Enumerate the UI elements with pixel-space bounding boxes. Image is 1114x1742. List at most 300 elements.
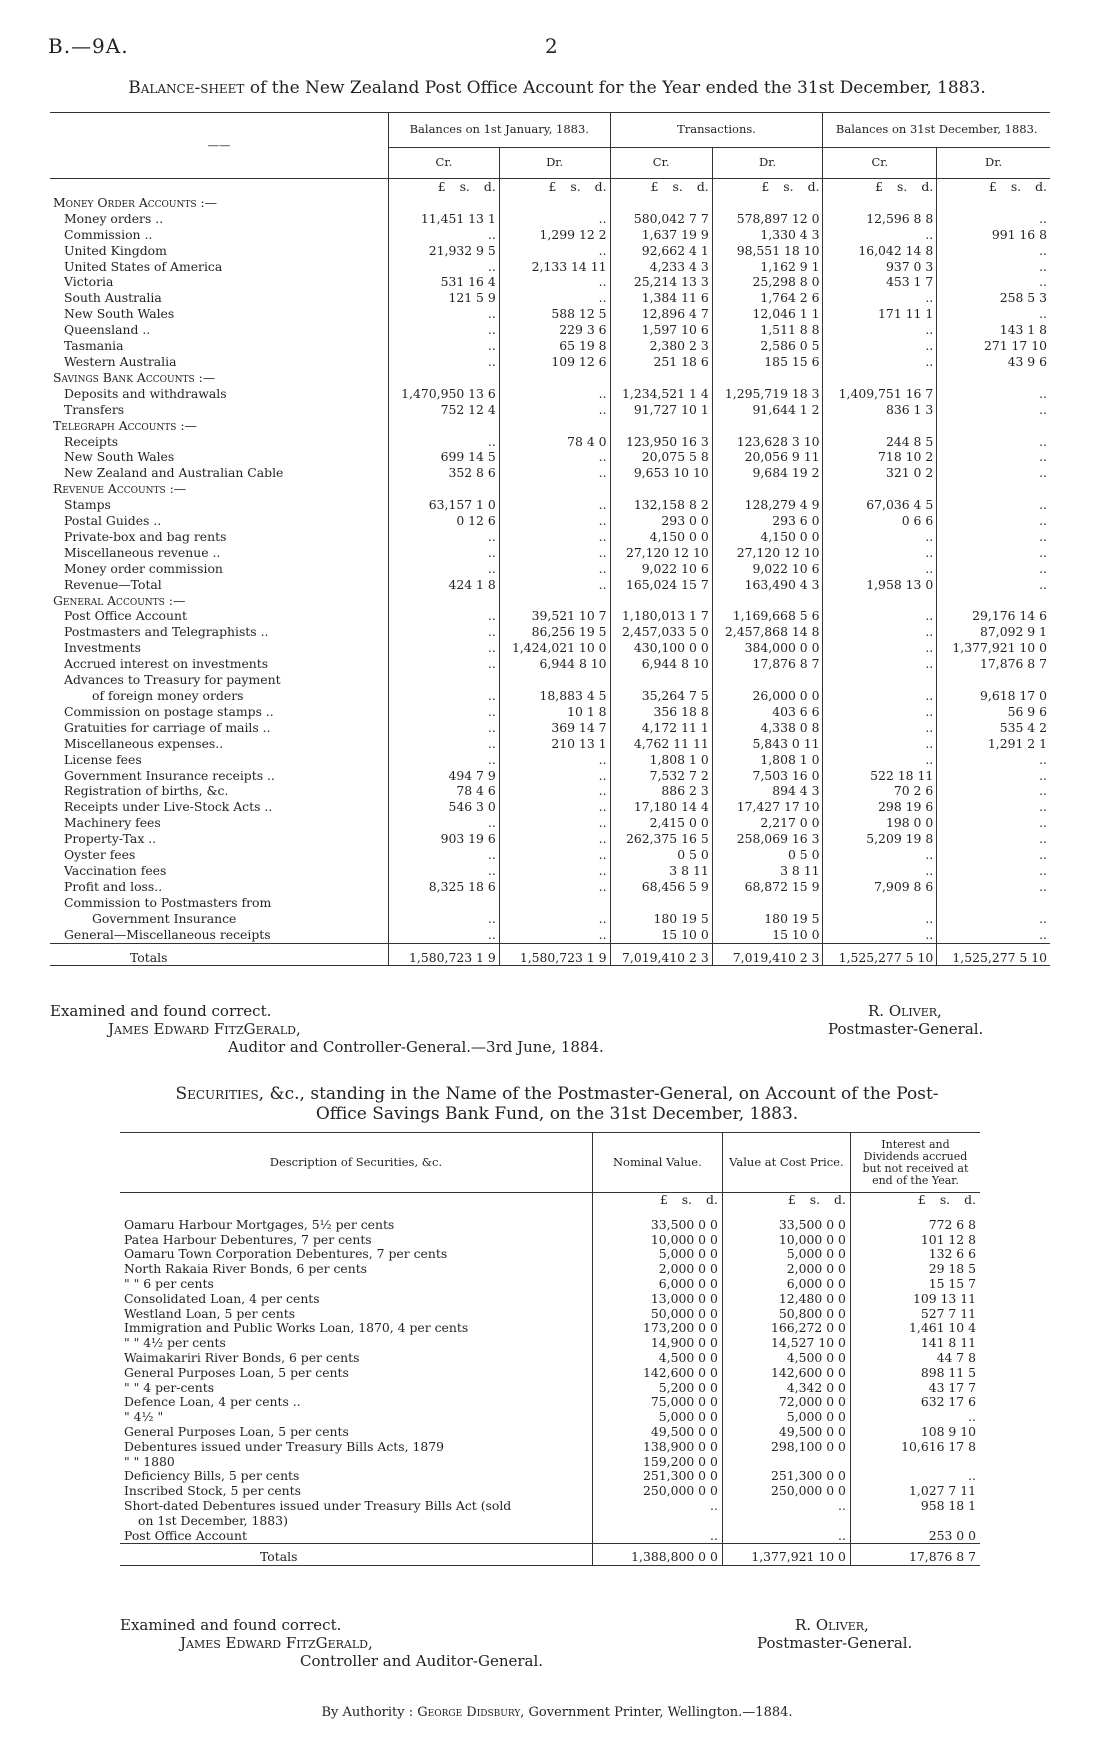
unit-label: d. [1035, 179, 1047, 194]
table-row [50, 386, 1050, 402]
table-row [120, 1395, 980, 1410]
table-row [50, 624, 1050, 640]
row-label-text: Money order commission [64, 560, 223, 576]
unit-header-cell [499, 179, 610, 195]
empty-cell [499, 195, 610, 211]
row-label [50, 927, 389, 943]
amount-cell: 522 18 11 [823, 768, 937, 784]
amount-cell: 25,214 13 3 [610, 274, 712, 290]
amount-cell: 1,511 8 8 [712, 322, 823, 338]
empty-cell [499, 481, 610, 497]
totals-label: Totals [260, 1549, 298, 1565]
table-row [50, 306, 1050, 322]
security-label [120, 1277, 592, 1292]
empty-cell [712, 370, 823, 386]
value-cell: 250,000 0 0 [722, 1484, 850, 1499]
unit-label: d. [696, 179, 709, 194]
amount-cell: .. [499, 752, 610, 768]
amount-cell: 2,457,033 5 0 [610, 624, 712, 640]
security-label-text: Oamaru Town Corporation Debentures, 7 per cents [124, 1246, 448, 1262]
value-cell: 108 9 10 [850, 1425, 980, 1440]
unit-label: £ [659, 1192, 668, 1207]
table-row [50, 720, 1050, 736]
amount-cell: 65 19 8 [499, 338, 610, 354]
row-label [50, 783, 389, 799]
table-row [50, 640, 1050, 656]
value-cell: 141 8 11 [850, 1336, 980, 1351]
unit-label: d. [483, 179, 496, 194]
unit-label: d. [834, 1192, 846, 1207]
amount-cell: .. [389, 561, 500, 577]
value-cell: 159,200 0 0 [592, 1455, 722, 1470]
amount-cell: .. [499, 577, 610, 593]
amount-cell: 39,521 10 7 [499, 608, 610, 624]
amount-cell: .. [499, 783, 610, 799]
security-label-text: " " 6 per cents [124, 1275, 214, 1291]
table-row [120, 1262, 980, 1277]
row-label [50, 513, 389, 529]
amount-cell: 68,872 15 9 [712, 879, 823, 895]
amount-cell: 29,176 14 6 [937, 608, 1050, 624]
table-row [120, 1336, 980, 1351]
amount-cell: .. [937, 815, 1050, 831]
value-cell: 10,000 0 0 [592, 1233, 722, 1248]
value-cell: 2,000 0 0 [592, 1262, 722, 1277]
sub-header: Cr. [823, 148, 937, 179]
amount-cell: 6,944 8 10 [499, 656, 610, 672]
row-label-text: General—Miscellaneous receipts [64, 926, 271, 942]
amount-cell: 210 13 1 [499, 736, 610, 752]
totals-cell: 1,580,723 1 9 [499, 943, 610, 966]
row-label-text: Property-Tax .. [64, 831, 157, 847]
value-cell: 958 18 1 [850, 1499, 980, 1529]
row-label-text: Gratuities for carriage of mails .. [64, 719, 271, 735]
amount-cell: .. [389, 640, 500, 656]
section-heading: Telegraph Accounts :— [53, 417, 197, 433]
amount-cell: .. [499, 815, 610, 831]
section-heading: Revenue Accounts :— [53, 481, 187, 497]
amount-cell: .. [937, 752, 1050, 768]
value-cell: 109 13 11 [850, 1292, 980, 1307]
row-label-text: Miscellaneous revenue .. [64, 544, 221, 560]
amount-cell: .. [823, 624, 937, 640]
security-label [120, 1529, 592, 1544]
amount-cell: 78 4 6 [389, 783, 500, 799]
security-label [120, 1395, 592, 1410]
amount-cell: .. [389, 306, 500, 322]
table-row [120, 1351, 980, 1366]
unit-label: s. [1010, 179, 1022, 194]
amount-cell: 15 10 0 [610, 927, 712, 943]
bs-examined-note: Examined and found correct. [50, 1002, 272, 1020]
security-label [120, 1262, 592, 1277]
amount-cell: 356 18 8 [610, 704, 712, 720]
amount-cell: 11,451 13 1 [389, 211, 500, 227]
row-label-text: Deposits and withdrawals [64, 385, 227, 401]
unit-spacer [120, 1193, 592, 1208]
amount-cell: 894 4 3 [712, 783, 823, 799]
balance-sheet-title [0, 78, 1114, 98]
row-label-text: Machinery fees [64, 815, 161, 831]
amount-cell: 17,180 14 4 [610, 799, 712, 815]
table-row [50, 704, 1050, 720]
amount-cell: 886 2 3 [610, 783, 712, 799]
empty-cell [937, 195, 1050, 211]
amount-cell: 87,092 9 1 [937, 624, 1050, 640]
value-cell: 101 12 8 [850, 1233, 980, 1248]
amount-cell: 123,950 16 3 [610, 434, 712, 450]
amount-cell: 163,490 4 3 [712, 577, 823, 593]
security-label [120, 1247, 592, 1262]
row-label [50, 656, 389, 672]
amount-cell: 752 12 4 [389, 402, 500, 418]
empty-cell [610, 370, 712, 386]
table-row [50, 768, 1050, 784]
amount-cell: 546 3 0 [389, 799, 500, 815]
amount-cell: 430,100 0 0 [610, 640, 712, 656]
unit-label: s. [681, 1192, 693, 1207]
amount-cell: .. [823, 338, 937, 354]
amount-cell: 35,264 7 5 [610, 672, 712, 704]
table-row [50, 529, 1050, 545]
table-row [50, 561, 1050, 577]
value-cell: 2,000 0 0 [722, 1262, 850, 1277]
unit-header-cell [389, 179, 500, 195]
value-cell: 10,616 17 8 [850, 1440, 980, 1455]
row-label-text: License fees [64, 751, 142, 767]
amount-cell: 9,653 10 10 [610, 465, 712, 481]
amount-cell: 92,662 4 1 [610, 243, 712, 259]
security-label-text: General Purposes Loan, 5 per cents [124, 1423, 349, 1439]
amount-cell: 494 7 9 [389, 768, 500, 784]
security-label-text: Defence Loan, 4 per cents .. [124, 1394, 301, 1410]
amount-cell: .. [389, 752, 500, 768]
amount-cell: .. [823, 895, 937, 927]
value-cell: 5,000 0 0 [722, 1247, 850, 1262]
amount-cell: 67,036 4 5 [823, 497, 937, 513]
table-row [50, 847, 1050, 863]
amount-cell: 63,157 1 0 [389, 497, 500, 513]
amount-cell: .. [499, 386, 610, 402]
row-label [50, 434, 389, 450]
value-cell: 14,900 0 0 [592, 1336, 722, 1351]
value-cell: 1,027 7 11 [850, 1484, 980, 1499]
security-label [120, 1321, 592, 1336]
amount-cell: .. [937, 783, 1050, 799]
row-label-text: Victoria [64, 274, 114, 290]
value-cell: 72,000 0 0 [722, 1395, 850, 1410]
table-row [50, 259, 1050, 275]
row-label [50, 895, 389, 927]
value-cell: 772 6 8 [850, 1218, 980, 1233]
unit-label: d. [706, 1192, 718, 1207]
security-label [120, 1440, 592, 1455]
amount-cell: .. [389, 338, 500, 354]
amount-cell: .. [937, 497, 1050, 513]
amount-cell: 91,727 10 1 [610, 402, 712, 418]
amount-cell: .. [823, 561, 937, 577]
amount-cell: 1,424,021 10 0 [499, 640, 610, 656]
amount-cell: 4,172 11 1 [610, 720, 712, 736]
amount-cell: .. [937, 577, 1050, 593]
row-label-text: Post Office Account [64, 608, 187, 624]
amount-cell: 0 12 6 [389, 513, 500, 529]
value-cell: 298,100 0 0 [722, 1440, 850, 1455]
unit-label: d. [921, 179, 934, 194]
row-label [50, 847, 389, 863]
security-label-text: Consolidated Loan, 4 per cents [124, 1290, 320, 1306]
amount-cell: 1,384 11 6 [610, 290, 712, 306]
unit-header-row [120, 1193, 980, 1208]
empty-cell [389, 593, 500, 609]
amount-cell: 198 0 0 [823, 815, 937, 831]
empty-cell [389, 481, 500, 497]
amount-cell: .. [499, 497, 610, 513]
totals-cell: 7,019,410 2 3 [712, 943, 823, 966]
amount-cell: 17,427 17 10 [712, 799, 823, 815]
unit-label: s. [939, 1192, 951, 1207]
amount-cell: 20,075 5 8 [610, 449, 712, 465]
label-column-header: —— [207, 137, 231, 152]
empty-cell [499, 418, 610, 434]
sec-col-header: Description of Securities, &c. [269, 1155, 443, 1170]
unit-header-cell [850, 1193, 980, 1208]
amount-cell: .. [823, 354, 937, 370]
security-label-text-2: on 1st December, 1883) [138, 1512, 288, 1528]
amount-cell: .. [389, 624, 500, 640]
empty-cell [823, 370, 937, 386]
amount-cell: .. [499, 513, 610, 529]
amount-cell: 1,764 2 6 [712, 290, 823, 306]
amount-cell: 1,234,521 1 4 [610, 386, 712, 402]
row-label [50, 720, 389, 736]
table-row [50, 243, 1050, 259]
amount-cell: 18,883 4 5 [499, 672, 610, 704]
amount-cell: .. [823, 720, 937, 736]
amount-cell: 3 8 11 [712, 863, 823, 879]
sec-col-header: Nominal Value. [592, 1133, 722, 1193]
row-label-text: Commission to Postmasters from [64, 894, 272, 910]
amount-cell: .. [389, 434, 500, 450]
unit-header-row [50, 179, 1050, 195]
amount-cell: .. [389, 704, 500, 720]
totals-row [120, 1544, 980, 1566]
row-label [50, 879, 389, 895]
amount-cell: 1,291 2 1 [937, 736, 1050, 752]
row-label-text: Registration of births, &c. [64, 783, 229, 799]
table-row [120, 1381, 980, 1396]
security-label [120, 1292, 592, 1307]
amount-cell: .. [823, 290, 937, 306]
value-cell: 29 18 5 [850, 1262, 980, 1277]
amount-cell: .. [499, 529, 610, 545]
balance-sheet-title-rest: of the New Zealand Post Office Account for the Year ended the 31st December, 1883. [244, 78, 986, 98]
row-label [50, 449, 389, 465]
unit-label: £ [917, 1192, 926, 1207]
amount-cell: .. [823, 545, 937, 561]
amount-cell: 4,762 11 11 [610, 736, 712, 752]
amount-cell: 10 1 8 [499, 704, 610, 720]
amount-cell: .. [937, 449, 1050, 465]
value-cell: 12,480 0 0 [722, 1292, 850, 1307]
amount-cell: 123,628 3 10 [712, 434, 823, 450]
amount-cell: 4,233 4 3 [610, 259, 712, 275]
row-label [50, 529, 389, 545]
row-label [50, 322, 389, 338]
sec-col-header: Interest and Dividends accrued but not received at end of the Year. [850, 1133, 980, 1193]
securities-title-line2: Office Savings Bank Fund, on the 31st December, 1883. [315, 1104, 799, 1124]
value-cell: 132 6 6 [850, 1247, 980, 1262]
security-label-text: Patea Harbour Debentures, 7 per cents [124, 1231, 372, 1247]
unit-label: s. [570, 179, 581, 194]
row-label [50, 306, 389, 322]
amount-cell: 70 2 6 [823, 783, 937, 799]
amount-cell: .. [937, 529, 1050, 545]
value-cell: 33,500 0 0 [592, 1218, 722, 1233]
row-label-text: Government Insurance receipts .. [64, 767, 275, 783]
amount-cell: .. [937, 545, 1050, 561]
amount-cell: .. [389, 322, 500, 338]
amount-cell: .. [389, 545, 500, 561]
totals-cell: 17,876 8 7 [850, 1544, 980, 1566]
amount-cell: .. [499, 545, 610, 561]
row-label [50, 211, 389, 227]
amount-cell: 1,180,013 1 7 [610, 608, 712, 624]
table-row [120, 1277, 980, 1292]
table-row [50, 545, 1050, 561]
amount-cell: 588 12 5 [499, 306, 610, 322]
value-cell: 50,800 0 0 [722, 1307, 850, 1322]
sub-header: Dr. [499, 148, 610, 179]
amount-cell: 9,618 17 0 [937, 672, 1050, 704]
section-heading-row [50, 195, 1050, 211]
unit-label: £ [548, 179, 557, 194]
amount-cell: 78 4 0 [499, 434, 610, 450]
amount-cell: .. [499, 847, 610, 863]
amount-cell: .. [389, 927, 500, 943]
amount-cell: .. [937, 831, 1050, 847]
value-cell: 43 17 7 [850, 1381, 980, 1396]
sub-header: Dr. [937, 148, 1050, 179]
value-cell: 44 7 8 [850, 1351, 980, 1366]
unit-label: s. [897, 179, 908, 194]
table-row [50, 927, 1050, 943]
row-label-text: New South Wales [64, 306, 175, 322]
amount-cell: 293 6 0 [712, 513, 823, 529]
table-row [50, 434, 1050, 450]
amount-cell: 5,209 19 8 [823, 831, 937, 847]
table-row [50, 290, 1050, 306]
security-label-text: Post Office Account [124, 1527, 247, 1543]
amount-cell: .. [499, 927, 610, 943]
amount-cell: 258,069 16 3 [712, 831, 823, 847]
empty-cell [712, 481, 823, 497]
security-label [120, 1455, 592, 1470]
security-label [120, 1366, 592, 1381]
table-row [50, 736, 1050, 752]
value-cell: .. [722, 1529, 850, 1544]
row-label [50, 465, 389, 481]
security-label-text: Immigration and Public Works Loan, 1870, 4 per cents [124, 1320, 469, 1336]
table-row [50, 608, 1050, 624]
section-heading-row [50, 418, 1050, 434]
row-label-text: Profit and loss.. [64, 878, 163, 894]
amount-cell: 2,380 2 3 [610, 338, 712, 354]
row-label-text: Private-box and bag rents [64, 528, 227, 544]
amount-cell: 2,586 0 5 [712, 338, 823, 354]
amount-cell: 244 8 5 [823, 434, 937, 450]
amount-cell: 17,876 8 7 [712, 656, 823, 672]
amount-cell: 7,909 8 6 [823, 879, 937, 895]
row-label-text: Receipts under Live-Stock Acts .. [64, 799, 273, 815]
amount-cell: 98,551 18 10 [712, 243, 823, 259]
amount-cell: 15 10 0 [712, 927, 823, 943]
value-cell: 4,500 0 0 [722, 1351, 850, 1366]
table-row [50, 449, 1050, 465]
value-cell: 138,900 0 0 [592, 1440, 722, 1455]
amount-cell: .. [937, 879, 1050, 895]
row-label-text: South Australia [64, 290, 162, 306]
row-label-text: United States of America [64, 258, 223, 274]
amount-cell: 1,377,921 10 0 [937, 640, 1050, 656]
sec-auditor-name: James Edward FitzGerald, [180, 1634, 373, 1652]
table-row [50, 322, 1050, 338]
security-label-text: Debentures issued under Treasury Bills Acts, 1879 [124, 1438, 445, 1454]
amount-cell: 171 11 1 [823, 306, 937, 322]
unit-header-cell [592, 1193, 722, 1208]
row-label-text: Advances to Treasury for payment [64, 672, 281, 688]
unit-header-cell [823, 179, 937, 195]
balance-sheet-table [50, 112, 1050, 966]
amount-cell: .. [937, 243, 1050, 259]
amount-cell: .. [389, 259, 500, 275]
empty-cell [937, 593, 1050, 609]
amount-cell: .. [389, 736, 500, 752]
value-cell: 251,300 0 0 [592, 1469, 722, 1484]
empty-cell [389, 195, 500, 211]
amount-cell: .. [937, 465, 1050, 481]
row-label [50, 338, 389, 354]
amount-cell: 185 15 6 [712, 354, 823, 370]
amount-cell: 68,456 5 9 [610, 879, 712, 895]
amount-cell: 2,217 0 0 [712, 815, 823, 831]
table-row [50, 895, 1050, 927]
empty-cell [499, 370, 610, 386]
sub-header: Dr. [712, 148, 823, 179]
amount-cell: 1,597 10 6 [610, 322, 712, 338]
amount-cell: 8,325 18 6 [389, 879, 500, 895]
bs-auditor-title: Auditor and Controller-General.—3rd June, 1884. [228, 1038, 604, 1056]
table-row [120, 1292, 980, 1307]
amount-cell: .. [937, 847, 1050, 863]
amount-cell: .. [937, 863, 1050, 879]
sec-col-header: Value at Cost Price. [722, 1133, 850, 1193]
group-header: Balances on 31st December, 1883. [823, 113, 1050, 148]
amount-cell: .. [499, 243, 610, 259]
amount-cell: .. [389, 672, 500, 704]
table-row [120, 1366, 980, 1381]
empty-cell [823, 195, 937, 211]
security-label [120, 1499, 592, 1529]
row-label-text: Investments [64, 640, 141, 656]
unit-header-cell [722, 1193, 850, 1208]
table-row [120, 1247, 980, 1262]
amount-cell: .. [823, 227, 937, 243]
amount-cell: 1,162 9 1 [712, 259, 823, 275]
security-label [120, 1410, 592, 1425]
bs-pmg-name: R. Oliver, [868, 1002, 942, 1020]
value-cell: 33,500 0 0 [722, 1218, 850, 1233]
